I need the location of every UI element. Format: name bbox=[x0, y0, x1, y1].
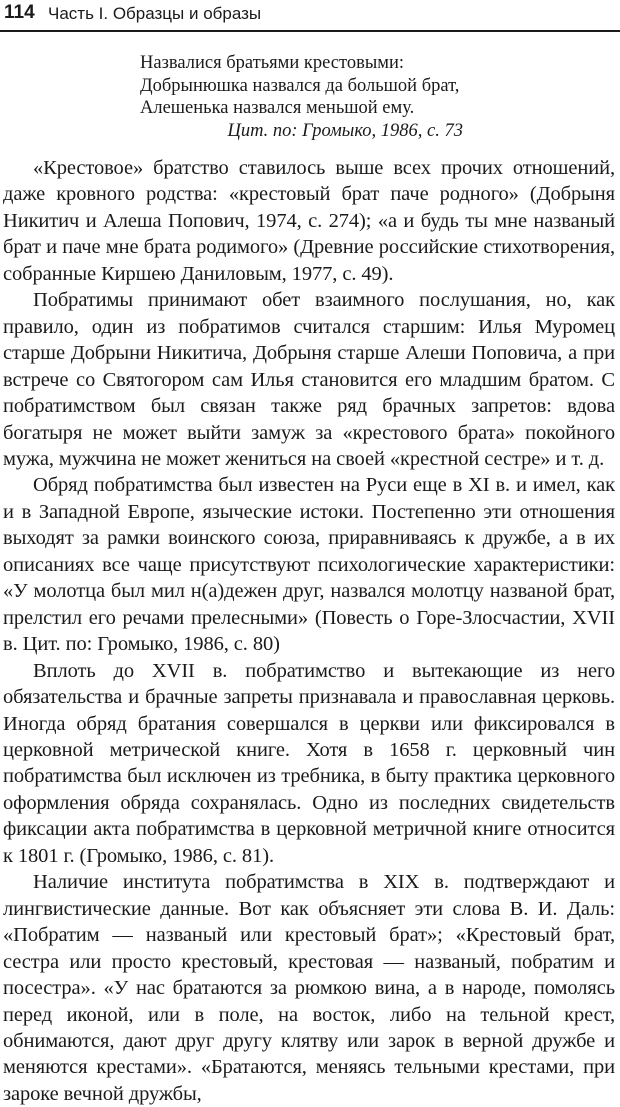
paragraph: Побратимы принимают обет взаимного послушания, но, как правило, один из побратимов считался старшим: Илья Муромец старше Добрыни Никитича, Добрыня старше Алеши Поповича, а при встрече со Святогором сам Илья становится его младшим братом. С побратимством был связан также ряд брачных запретов: вдова богатыря не может выйти замуж за «крестового брата» покойного мужа, мужчина не может жениться на своей «крестной сестре» и т. д. bbox=[3, 289, 615, 470]
paragraph: Наличие института побратимства в XIX в. подтверждают и лингвистические данные. Вот как объясняет эти слова В. И. Даль: «Побратим — названый или крестовый брат»; «Крестовый брат, сестра или просто крестовый, крестовая — названый, побратим и посестра». «У нас братаются за рюмкою вина, а в народе, помолясь перед иконой, или в поле, на восток, либо на тельной крест, обнимаются, дают друг другу клятву или зарок в верной дружбе и меняются крестами». «Братаются, меняясь тельными крестами, при зароке вечной дружбы, bbox=[3, 871, 615, 1105]
running-head: Часть I. Образцы и образы bbox=[48, 4, 262, 23]
paragraph: Вплоть до XVII в. побратимство и вытекающие из него обязательства и брачные запреты признавала и православная церковь. Иногда обряд братания совершался в церкви или фиксировался в церковной метрической книге. Хотя в 1658 г. церковный чин побратимства был исключен из требника, в быту практика церковного оформления обряда сохранялась. Одно из последних свидетельств фиксации акта побратимства в церковной метричной книге относится к 1801 г. (Громыко, 1986, с. 81). bbox=[3, 659, 615, 867]
poem-quote bbox=[140, 52, 600, 120]
paragraph: «Крестовое» братство ставилось выше всех прочих отношений, даже кровного родства: «крестовый брат паче родного» (Добрыня Никитич и Алеша Попович, 1974, с. 274); «а и будь ты мне названый брат и паче мне брата родимого» (Древние российские стихотворения, собранные Киршею Даниловым, 1977, с. 49). bbox=[3, 157, 615, 285]
poem-line: Назвалися братьями крестовыми: bbox=[140, 53, 405, 73]
poem-line: Добрынюшка назвался да большой брат, bbox=[140, 75, 460, 96]
poem-line: Алешенька назвался меньшой ему. bbox=[140, 98, 415, 118]
body-text bbox=[3, 155, 615, 1107]
page-number: 114 bbox=[4, 2, 35, 23]
paragraph: Обряд побратимства был известен на Руси еще в XI в. и имел, как и в Западной Европе, языческие истоки. Постепенно эти отношения выходят за рамки воинского союза, приравниваясь к дружбе, а в их описаниях все чаще присутствуют психологические характеристики: «У молотца был мил н(а)дежен друг, назвался молотцу названой брат, прелстил его речами прелесными» (Повесть о Горе-Злосчастии, XVII в. Цит. по: Громыко, 1986, с. 80) bbox=[3, 474, 615, 656]
poem-citation: Цит. по: Громыко, 1986, с. 73 bbox=[227, 121, 463, 141]
page-header bbox=[0, 0, 620, 32]
